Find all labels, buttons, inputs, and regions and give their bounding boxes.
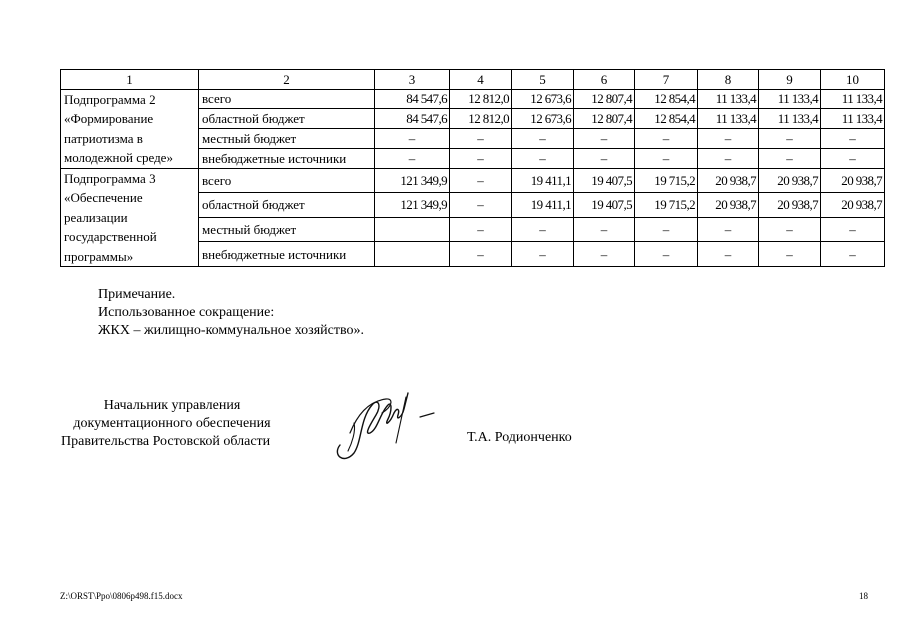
funding-value: – xyxy=(821,242,885,267)
column-header: 5 xyxy=(512,70,574,90)
funding-source: всего xyxy=(199,168,375,193)
funding-value: 84 547,6 xyxy=(375,89,450,109)
funding-value: – xyxy=(450,129,512,149)
funding-value: – xyxy=(821,148,885,168)
subprogram-name-line: реализации xyxy=(64,209,128,225)
position-line-1: Начальник управления xyxy=(103,398,241,413)
funding-value: 12 812,0 xyxy=(450,109,512,129)
funding-value: 12 807,4 xyxy=(574,109,635,129)
subprogram-name-line: патриотизма в xyxy=(64,130,143,146)
table-row xyxy=(61,168,885,193)
funding-value: – xyxy=(574,148,635,168)
footer-file-path: Z:\ORST\Ppo\0806p498.f15.docx xyxy=(60,591,183,601)
funding-source: внебюджетные источники xyxy=(199,242,375,267)
column-header: 1 xyxy=(61,70,199,90)
handwritten-signature xyxy=(330,383,445,468)
funding-value: – xyxy=(450,217,512,242)
funding-value: – xyxy=(698,217,759,242)
funding-value: – xyxy=(698,148,759,168)
funding-source: местный бюджет xyxy=(199,217,375,242)
funding-value: 20 938,7 xyxy=(821,168,885,193)
funding-value: – xyxy=(821,217,885,242)
funding-source: местный бюджет xyxy=(199,129,375,149)
funding-value: 12 854,4 xyxy=(635,109,698,129)
page-number: 18 xyxy=(859,591,868,601)
table-header-row xyxy=(61,70,885,90)
funding-value: – xyxy=(574,129,635,149)
funding-value: – xyxy=(512,242,574,267)
column-header: 8 xyxy=(698,70,759,90)
column-header: 6 xyxy=(574,70,635,90)
table-row xyxy=(61,89,885,109)
funding-value: – xyxy=(635,242,698,267)
signer-name: Т.А. Родионченко xyxy=(467,430,572,445)
funding-value: 20 938,7 xyxy=(698,168,759,193)
column-header: 9 xyxy=(759,70,821,90)
funding-value: – xyxy=(450,242,512,267)
subprogram-name-line: Подпрограмма 2 xyxy=(64,91,156,107)
funding-value: 11 133,4 xyxy=(821,109,885,129)
funding-value: 121 349,9 xyxy=(375,168,450,193)
subprogram-name-line: «Обеспечение xyxy=(64,190,143,205)
funding-value: – xyxy=(375,148,450,168)
subprogram-name xyxy=(61,168,199,267)
funding-value: – xyxy=(450,148,512,168)
funding-value: 20 938,7 xyxy=(759,193,821,218)
position-line-2: документационного обеспечения xyxy=(73,416,271,431)
funding-value: 20 938,7 xyxy=(759,168,821,193)
subprogram-name-line: молодежной среде» xyxy=(64,150,173,165)
funding-value: 11 133,4 xyxy=(698,89,759,109)
funding-source: областной бюджет xyxy=(199,193,375,218)
funding-value: – xyxy=(635,129,698,149)
funding-value: 12 673,6 xyxy=(512,109,574,129)
column-header: 10 xyxy=(821,70,885,90)
note-abbrev-label: Использованное сокращение: xyxy=(98,305,275,320)
funding-value: – xyxy=(759,242,821,267)
funding-value: 19 715,2 xyxy=(635,193,698,218)
funding-value: – xyxy=(759,148,821,168)
funding-value: 84 547,6 xyxy=(375,109,450,129)
funding-value: – xyxy=(698,129,759,149)
signatory-position xyxy=(58,397,286,451)
funding-value: – xyxy=(375,129,450,149)
column-header: 3 xyxy=(375,70,450,90)
subprogram-name-line: программы» xyxy=(64,248,134,264)
funding-value: 11 133,4 xyxy=(698,109,759,129)
funding-source: областной бюджет xyxy=(199,109,375,129)
funding-value: – xyxy=(574,242,635,267)
funding-value: – xyxy=(450,193,512,218)
funding-value: 19 407,5 xyxy=(574,193,635,218)
funding-value: 11 133,4 xyxy=(759,89,821,109)
funding-value: 12 673,6 xyxy=(512,89,574,109)
funding-value: 19 715,2 xyxy=(635,168,698,193)
column-header: 2 xyxy=(199,70,375,90)
column-header: 7 xyxy=(635,70,698,90)
funding-value: – xyxy=(635,217,698,242)
funding-value: 19 411,1 xyxy=(512,168,574,193)
column-header: 4 xyxy=(450,70,512,90)
funding-value: – xyxy=(759,217,821,242)
funding-value: – xyxy=(821,129,885,149)
position-line-3: Правительства Ростовской области xyxy=(61,434,271,449)
funding-source: всего xyxy=(199,89,375,109)
funding-value: 20 938,7 xyxy=(821,193,885,218)
subprogram-name-line: Подпрограмма 3 xyxy=(64,170,156,186)
subprogram-name xyxy=(61,89,199,168)
funding-value: – xyxy=(759,129,821,149)
funding-value: 12 854,4 xyxy=(635,89,698,109)
funding-value: – xyxy=(698,242,759,267)
funding-value: – xyxy=(450,168,512,193)
subprogram-name-line: «Формирование xyxy=(64,111,154,126)
funding-value: – xyxy=(512,148,574,168)
funding-value xyxy=(375,217,450,242)
funding-value: 12 807,4 xyxy=(574,89,635,109)
funding-value: – xyxy=(512,129,574,149)
funding-value: – xyxy=(574,217,635,242)
funding-value xyxy=(375,242,450,267)
funding-value: 19 411,1 xyxy=(512,193,574,218)
funding-source: внебюджетные источники xyxy=(199,148,375,168)
funding-value: – xyxy=(512,217,574,242)
funding-value: 20 938,7 xyxy=(698,193,759,218)
funding-value: – xyxy=(635,148,698,168)
note-abbrev-text: ЖКХ – жилищно-коммунальное хозяйство». xyxy=(98,323,364,338)
subprogram-name-line: государственной xyxy=(64,229,157,244)
funding-value: 11 133,4 xyxy=(821,89,885,109)
funding-value: 121 349,9 xyxy=(375,193,450,218)
funding-value: 11 133,4 xyxy=(759,109,821,129)
note-title: Примечание. xyxy=(98,287,176,302)
funding-value: 19 407,5 xyxy=(574,168,635,193)
funding-value: 12 812,0 xyxy=(450,89,512,109)
budget-table xyxy=(60,69,885,267)
